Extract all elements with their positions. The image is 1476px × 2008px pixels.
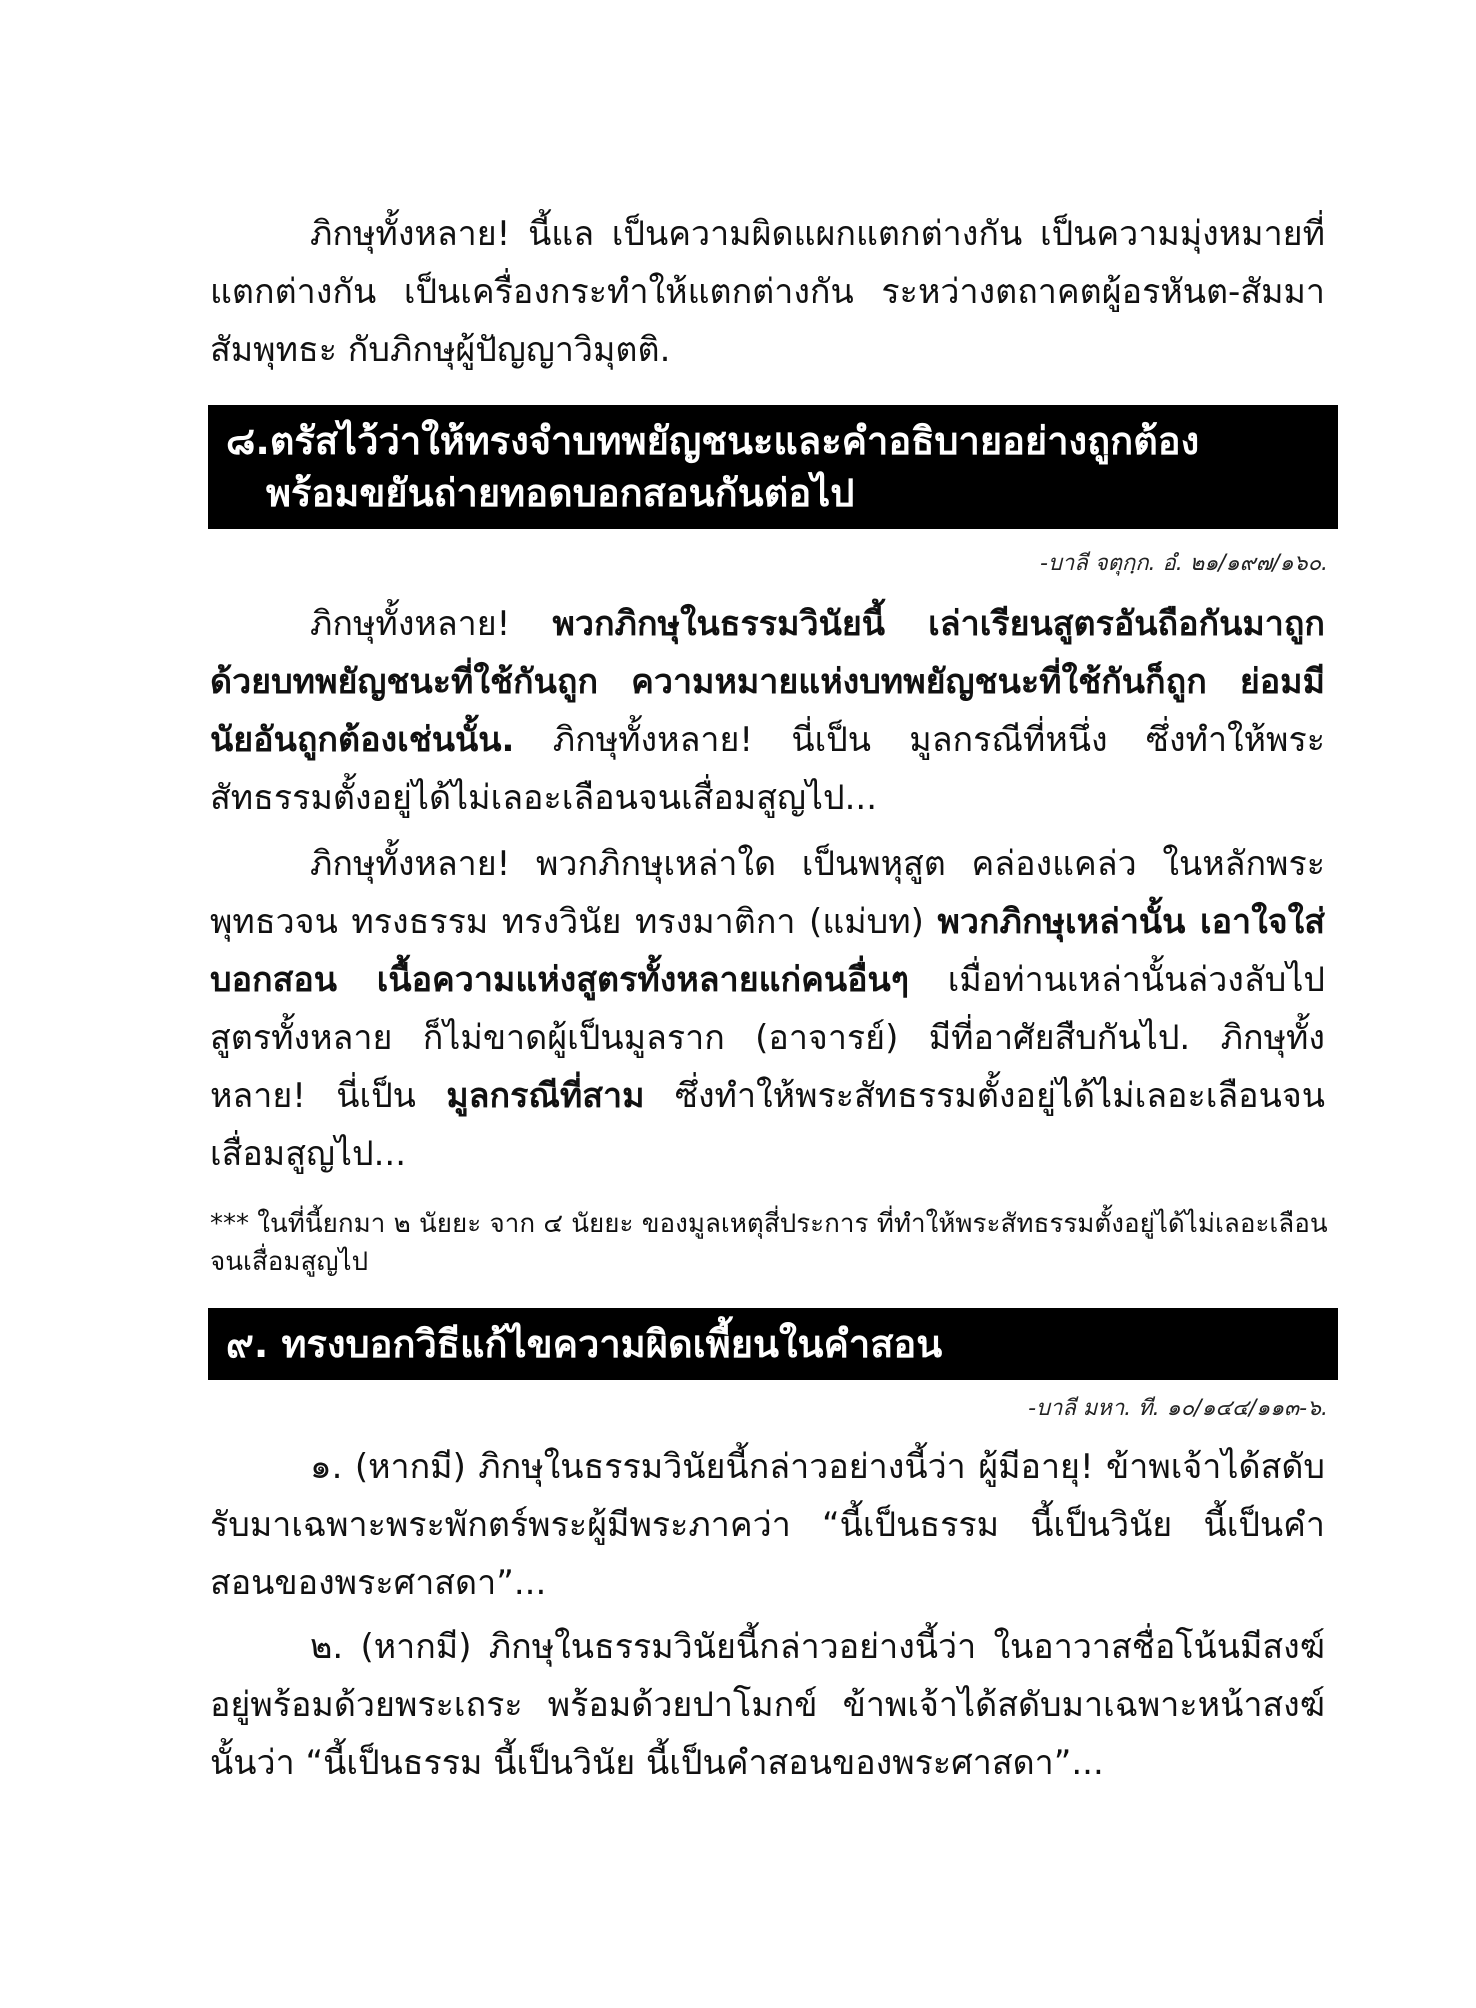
section-9-title: ๙. ทรงบอกวิธีแก้ไขความผิดเพี้ยนในคำสอน — [226, 1322, 943, 1366]
section-8-title-line2: พร้อมขยันถ่ายทอดบอกสอนกันต่อไป — [266, 471, 855, 515]
section-9-paragraph-1: ๑. (หากมี) ภิกษุในธรรมวินัยนี้กล่าวอย่างนี้ว่า ผู้มีอายุ! ข้าพเจ้าได้สดับรับมาเฉพาะพระพักตร์พระผู้มีพระภาคว่า “นี้เป็นธรรม นี้เป็นวินัย นี้เป็นคำสอนของพระศาสดา”... — [210, 1447, 1325, 1603]
section-8-p1-bold: พวกภิกษุในธรรมวินัยนี้ เล่าเรียนสูตรอันถือกันมาถูก ด้วยบทพยัญชนะที่ใช้กันถูก ความหมายแห่งบทพยัญชนะที่ใช้กันก็ถูก ย่อมมีนัยอันถูกต้องเช่นนั้น. — [210, 604, 1325, 760]
section-9-reference: -บาลี มหา. ที. ๑๐/๑๔๔/๑๑๓-๖. — [1028, 1396, 1328, 1421]
intro-paragraph: ภิกษุทั้งหลาย! นี้แล เป็นความผิดแผกแตกต่างกัน เป็นความมุ่งหมายที่แตกต่างกัน เป็นเครื่องกระทำให้แตกต่างกัน ระหว่างตถาคตผู้อรหันต-สัมมาสัมพุทธะ กับภิกษุผู้ปัญญาวิมุตติ. — [210, 214, 1325, 370]
section-8-p2-bold: พวกภิกษุเหล่านั้น เอาใจใส่ บอกสอน เนื้อความแห่งสูตรทั้งหลายแก่คนอื่นๆ — [210, 902, 1325, 1000]
section-8-reference: -บาลี จตุกฺก. อํ. ๒๑/๑๙๗/๑๖๐. — [1040, 551, 1328, 576]
section-8-paragraph-1: ภิกษุทั้งหลาย! พวกภิกษุในธรรมวินัยนี้ เล่าเรียนสูตรอันถือกันมาถูก ด้วยบทพยัญชนะที่ใช้กันถูก ความหมายแห่งบทพยัญชนะที่ใช้กันก็ถูก ย่อมมีนัยอันถูกต้องเช่นนั้น. ภิกษุทั้งหลาย! นี่เป็น มูลกรณีที่หนึ่ง ซึ่งทำให้พระสัทธรรมตั้งอยู่ได้ไม่เลอะเลือนจนเสื่อมสูญไป... — [210, 604, 1325, 818]
section-8-heading — [208, 405, 1338, 529]
section-8-title-line1: ๘.ตรัสไว้ว่าให้ทรงจำบทพยัญชนะและคำอธิบายอย่างถูกต้อง — [226, 419, 1200, 463]
section-8-paragraph-2: ภิกษุทั้งหลาย! พวกภิกษุเหล่าใด เป็นพหุสูต คล่องแคล่ว ในหลักพระพุทธวจน ทรงธรรม ทรงวินัย ทรงมาติกา (แม่บท) พวกภิกษุเหล่านั้น เอาใจใส่ บอกสอน เนื้อความแห่งสูตรทั้งหลายแก่คนอื่นๆ เมื่อท่านเหล่านั้นล่วงลับไป สูตรทั้งหลาย ก็ไม่ขาดผู้เป็นมูลราก (อาจารย์) มีที่อาศัยสืบกันไป. ภิกษุทั้งหลาย! นี่เป็น มูลกรณีที่สาม ซึ่งทำให้พระสัทธรรมตั้งอยู่ได้ไม่เลอะเลือนจนเสื่อมสูญไป... — [210, 844, 1325, 1174]
section-9-paragraph-2: ๒. (หากมี) ภิกษุในธรรมวินัยนี้กล่าวอย่างนี้ว่า ในอาวาสชื่อโน้นมีสงฆ์อยู่พร้อมด้วยพระเถระ พร้อมด้วยปาโมกข์ ข้าพเจ้าได้สดับมาเฉพาะหน้าสงฆ์นั้นว่า “นี้เป็นธรรม นี้เป็นวินัย นี้เป็นคำสอนของพระศาสดา”... — [210, 1627, 1325, 1783]
section-8-note: *** ในที่นี้ยกมา ๒ นัยยะ จาก ๔ นัยยะ ของมูลเหตุสี่ประการ ที่ทำให้พระสัทธรรมตั้งอยู่ได้ไม่เลอะเลือนจนเสื่อมสูญไป — [210, 1209, 1328, 1277]
section-9-heading — [208, 1308, 1338, 1380]
section-8-p2-bold-2: มูลกรณีที่สาม — [446, 1076, 645, 1116]
